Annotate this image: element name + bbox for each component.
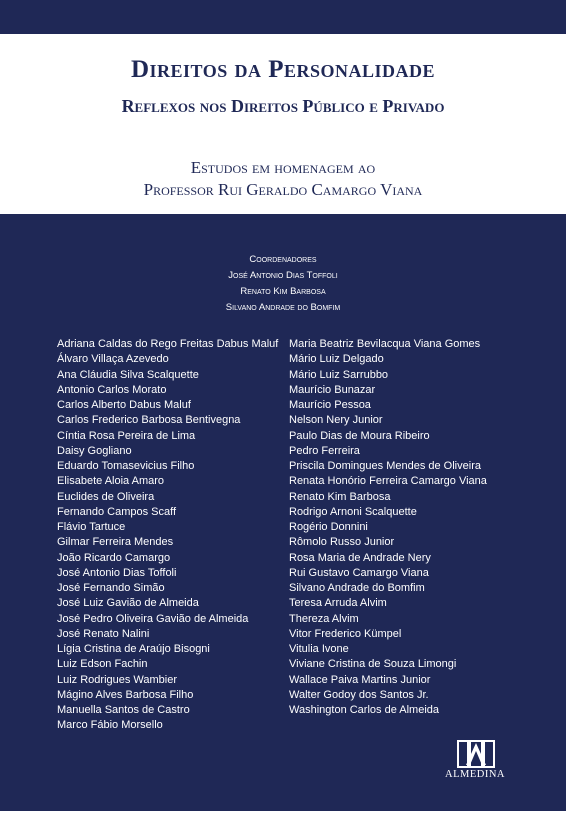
- homage-line-2: Professor Rui Geraldo Camargo Viana: [143, 180, 423, 199]
- author-name: Mário Luiz Delgado: [289, 353, 384, 366]
- author-name: Priscila Domingues Mendes de Oliveira: [289, 460, 481, 472]
- authors-list-right: [289, 337, 487, 718]
- author-name: José Renato Nalini: [57, 627, 150, 640]
- coordinator-name: Renato Kim Barbosa: [240, 286, 326, 297]
- author-name: Washington Carlos de Almeida: [289, 704, 440, 716]
- coordinator-name: José Antonio Dias Toffoli: [228, 270, 338, 281]
- author-name: Rui Gustavo Camargo Viana: [289, 566, 429, 579]
- author-name: Ana Cláudia Silva Scalquette: [57, 368, 199, 381]
- coordinators-block: [0, 252, 566, 316]
- book-title: Direitos da Personalidade: [130, 56, 436, 83]
- author-name: Lígia Cristina de Araújo Bisogni: [57, 643, 210, 655]
- author-name: Cíntia Rosa Pereira de Lima: [57, 429, 196, 442]
- author-name: Álvaro Villaça Azevedo: [57, 353, 169, 366]
- top-band: [0, 0, 566, 34]
- publisher-name: ALMEDINA: [445, 769, 505, 780]
- author-name: Eduardo Tomasevicius Filho: [57, 460, 195, 472]
- author-name: Rodrigo Arnoni Scalquette: [289, 505, 417, 518]
- author-name: Rosa Maria de Andrade Nery: [289, 551, 431, 564]
- author-name: José Pedro Oliveira Gavião de Almeida: [57, 612, 249, 625]
- author-name: Nelson Nery Junior: [289, 414, 383, 427]
- author-name: Paulo Dias de Moura Ribeiro: [289, 429, 430, 442]
- author-name: Mágino Alves Barbosa Filho: [57, 688, 194, 701]
- author-name: Euclides de Oliveira: [57, 490, 155, 503]
- coordinators-heading: Coordenadores: [249, 254, 317, 265]
- author-name: Adriana Caldas do Rego Freitas Dabus Maluf: [57, 338, 279, 350]
- authors-list-left: [57, 337, 278, 734]
- author-name: Wallace Paiva Martins Junior: [289, 673, 431, 686]
- author-name: Renato Kim Barbosa: [289, 490, 391, 503]
- author-name: Vitor Frederico Kümpel: [289, 627, 402, 640]
- author-name: Thereza Alvim: [289, 612, 359, 625]
- author-name: Fernando Campos Scaff: [57, 505, 177, 518]
- author-name: Carlos Frederico Barbosa Bentivegna: [57, 414, 241, 427]
- bottom-edge: [0, 811, 566, 817]
- author-name: Luiz Edson Fachin: [57, 658, 148, 671]
- author-name: José Antonio Dias Toffoli: [57, 566, 177, 579]
- author-name: Viviane Cristina de Souza Limongi: [289, 658, 457, 671]
- author-name: Daisy Gogliano: [57, 444, 132, 457]
- book-subtitle: Reflexos nos Direitos Público e Privado: [121, 96, 445, 116]
- homage-line-1: Estudos em homenagem ao: [190, 158, 376, 177]
- author-name: Renata Honório Ferreira Camargo Viana: [289, 475, 487, 488]
- author-name: Luiz Rodrigues Wambier: [57, 673, 178, 686]
- author-name: Mário Luiz Sarrubbo: [289, 368, 389, 381]
- author-name: Maurício Pessoa: [289, 399, 371, 411]
- author-name: José Fernando Simão: [57, 582, 165, 594]
- author-name: Teresa Arruda Alvim: [289, 597, 387, 610]
- author-name: Marco Fábio Morsello: [57, 719, 163, 732]
- author-name: Manuella Santos de Castro: [57, 704, 190, 716]
- author-name: Antonio Carlos Morato: [57, 383, 167, 396]
- author-name: Vitulia Ivone: [289, 643, 349, 655]
- author-name: Pedro Ferreira: [289, 444, 360, 457]
- author-name: Silvano Andrade do Bomfim: [289, 582, 425, 594]
- author-name: João Ricardo Camargo: [57, 551, 171, 564]
- author-name: José Luiz Gavião de Almeida: [57, 597, 199, 610]
- author-name: Carlos Alberto Dabus Maluf: [57, 399, 191, 411]
- author-name: Elisabete Aloia Amaro: [57, 475, 165, 488]
- author-name: Rogério Donnini: [289, 521, 368, 533]
- author-name: Maria Beatriz Bevilacqua Viana Gomes: [289, 338, 481, 350]
- author-name: Rômolo Russo Junior: [289, 536, 395, 549]
- author-name: Walter Godoy dos Santos Jr.: [289, 688, 429, 701]
- author-name: Maurício Bunazar: [289, 383, 376, 396]
- author-name: Gilmar Ferreira Mendes: [57, 536, 174, 549]
- coordinator-name: Silvano Andrade do Bomfim: [225, 302, 341, 313]
- author-name: Flávio Tartuce: [57, 521, 126, 533]
